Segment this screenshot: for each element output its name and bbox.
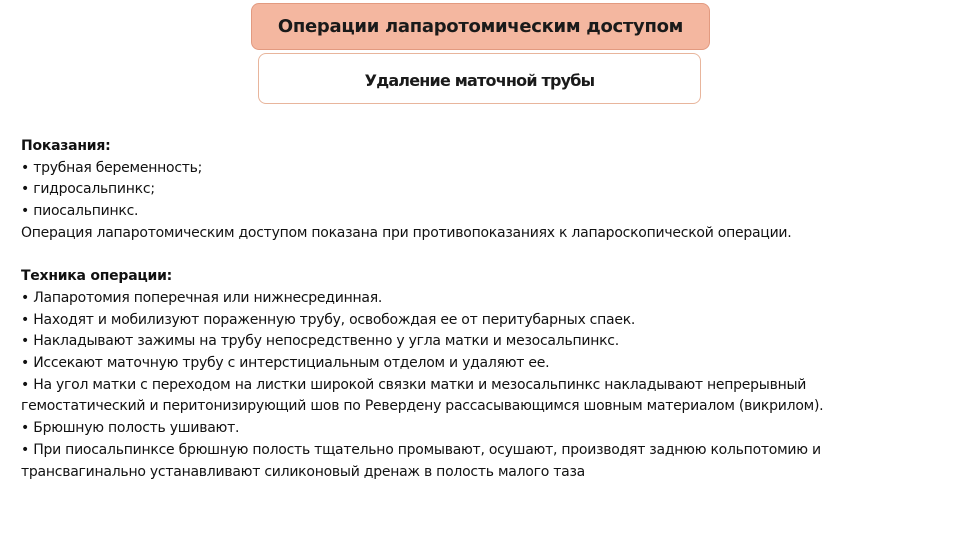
technique-step: • Находят и мобилизуют пораженную трубу, освобождая ее от перитубарных спаек. <box>21 311 636 328</box>
technique-step: гемостатический и перитонизирующий шов по Ревердену рассасывающимся шовным материалом (викрилом). <box>21 398 824 415</box>
indication-item: • гидросальпинкс; <box>21 181 155 198</box>
slide-body <box>21 136 921 483</box>
paragraph-gap <box>21 245 921 267</box>
indications-heading: Показания: <box>21 138 111 154</box>
technique-step: • Брюшную полость ушивают. <box>21 420 240 437</box>
indication-item: • пиосальпинкс. <box>21 203 139 220</box>
technique-step: • Лапаротомия поперечная или нижнесрединная. <box>21 289 383 306</box>
technique-step: • При пиосальпинксе брюшную полость тщательно промывают, осушают, производят заднюю кольпотомию и <box>21 441 821 458</box>
technique-step: • На угол матки с переходом на листки широкой связки матки и мезосальпинкс накладывают непрерывный <box>21 376 807 393</box>
slide-title: Операции лапаротомическим доступом <box>251 3 710 50</box>
technique-step: трансвагинально устанавливают силиконовый дренаж в полость малого таза <box>21 463 586 480</box>
technique-step: • Иссекают маточную трубу с интерстициальным отделом и удаляют ее. <box>21 355 550 372</box>
technique-heading: Техника операции: <box>21 268 172 285</box>
technique-step: • Накладывают зажимы на трубу непосредственно у угла матки и мезосальпинкс. <box>21 333 619 350</box>
slide-subtitle: Удаление маточной трубы <box>258 53 701 104</box>
indication-item: • трубная беременность; <box>21 159 203 176</box>
indications-note: Операция лапаротомическим доступом показана при противопоказаниях к лапароскопической операции. <box>21 224 792 241</box>
